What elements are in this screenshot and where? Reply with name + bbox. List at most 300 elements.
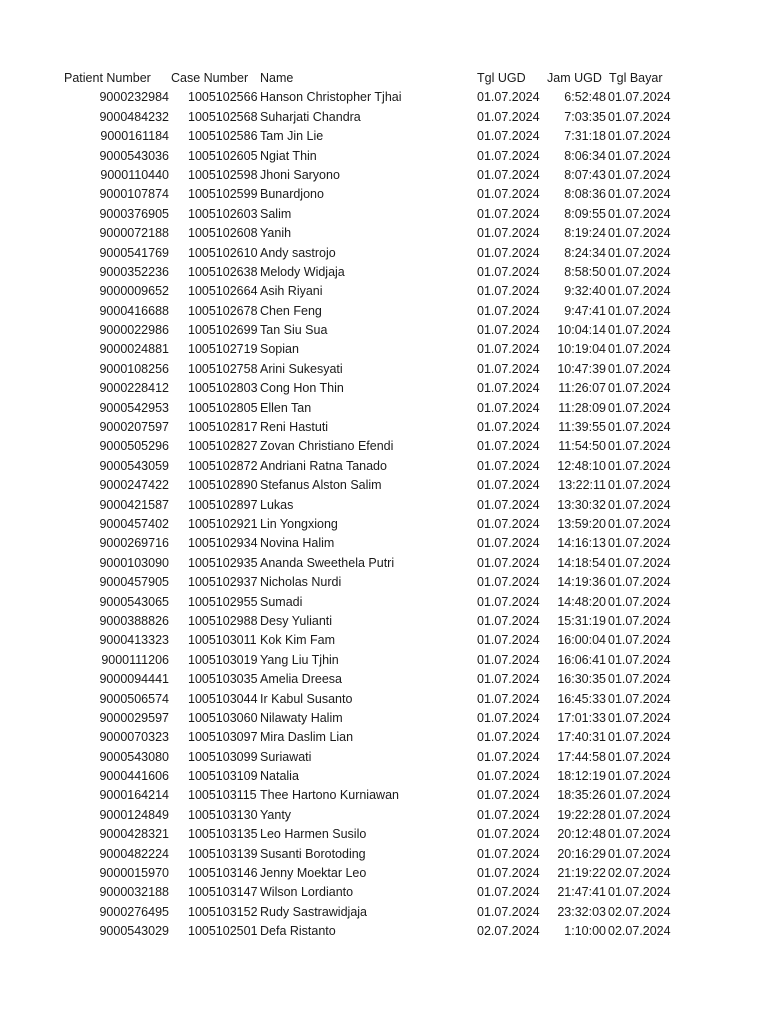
patient-number-cell: 9000506574 bbox=[99, 691, 169, 706]
case-number-cell: 1005102955 bbox=[188, 594, 258, 609]
patient-name-cell: Kok Kim Fam bbox=[260, 633, 336, 648]
tgl-ugd-cell: 01.07.2024 bbox=[477, 478, 540, 493]
patient-number-cell: 9000421587 bbox=[99, 497, 169, 512]
jam-ugd-cell: 10:04:14 bbox=[557, 323, 606, 338]
jam-ugd-cell: 7:31:18 bbox=[564, 129, 606, 144]
tgl-ugd-cell: 01.07.2024 bbox=[477, 167, 540, 182]
jam-ugd-cell: 16:00:04 bbox=[557, 633, 606, 648]
patient-number-cell: 9000457402 bbox=[99, 516, 169, 531]
table-row bbox=[0, 728, 768, 747]
patient-name-cell: Ananda Sweethela Putri bbox=[260, 555, 395, 570]
case-number-cell: 1005103115 bbox=[188, 788, 257, 803]
tgl-bayar-cell: 01.07.2024 bbox=[608, 575, 671, 590]
patient-name-cell: Stefanus Alston Salim bbox=[260, 478, 382, 493]
table-row bbox=[0, 670, 768, 689]
case-number-cell: 1005102610 bbox=[188, 245, 258, 260]
case-number-cell: 1005103135 bbox=[188, 827, 258, 842]
header-case-number: Case Number bbox=[171, 71, 249, 85]
patient-number-cell: 9000413323 bbox=[99, 633, 169, 648]
jam-ugd-cell: 15:31:19 bbox=[557, 613, 606, 628]
patient-number-cell: 9000388826 bbox=[99, 613, 169, 628]
patient-number-cell: 9000484232 bbox=[99, 109, 169, 124]
tgl-bayar-cell: 01.07.2024 bbox=[608, 788, 671, 803]
patient-number-cell: 9000247422 bbox=[99, 478, 169, 493]
patient-number-cell: 9000107874 bbox=[99, 187, 169, 202]
tgl-bayar-cell: 01.07.2024 bbox=[608, 846, 671, 861]
jam-ugd-cell: 10:19:04 bbox=[557, 342, 606, 357]
case-number-cell: 1005102988 bbox=[188, 613, 258, 628]
tgl-bayar-cell: 01.07.2024 bbox=[608, 342, 671, 357]
jam-ugd-cell: 8:08:36 bbox=[564, 187, 606, 202]
patient-name-cell: Ngiat Thin bbox=[260, 148, 317, 163]
tgl-ugd-cell: 01.07.2024 bbox=[477, 769, 540, 784]
tgl-bayar-cell: 01.07.2024 bbox=[608, 264, 671, 279]
patient-name-cell: Ir Kabul Susanto bbox=[260, 691, 353, 706]
case-number-cell: 1005103035 bbox=[188, 672, 258, 687]
tgl-bayar-cell: 01.07.2024 bbox=[608, 90, 671, 105]
table-row bbox=[0, 244, 768, 263]
tgl-bayar-cell: 02.07.2024 bbox=[608, 904, 671, 919]
table-row bbox=[0, 224, 768, 243]
case-number-cell: 1005102803 bbox=[188, 381, 258, 396]
table-row bbox=[0, 302, 768, 321]
jam-ugd-cell: 8:06:34 bbox=[564, 148, 606, 163]
jam-ugd-cell: 14:48:20 bbox=[557, 594, 606, 609]
tgl-bayar-cell: 01.07.2024 bbox=[608, 323, 671, 338]
tgl-bayar-cell: 01.07.2024 bbox=[608, 497, 671, 512]
table-row bbox=[0, 282, 768, 301]
patient-name-cell: Suharjati Chandra bbox=[260, 109, 361, 124]
jam-ugd-cell: 17:44:58 bbox=[557, 749, 606, 764]
patient-number-cell: 9000232984 bbox=[99, 90, 169, 105]
tgl-bayar-cell: 01.07.2024 bbox=[608, 633, 671, 648]
tgl-bayar-cell: 01.07.2024 bbox=[608, 284, 671, 299]
patient-number-cell: 9000022986 bbox=[99, 323, 169, 338]
tgl-bayar-cell: 01.07.2024 bbox=[608, 710, 671, 725]
header-tgl-bayar: Tgl Bayar bbox=[609, 71, 663, 85]
tgl-bayar-cell: 01.07.2024 bbox=[608, 769, 671, 784]
patient-table bbox=[0, 69, 768, 942]
jam-ugd-cell: 18:35:26 bbox=[557, 788, 606, 803]
table-row bbox=[0, 864, 768, 883]
table-row bbox=[0, 340, 768, 359]
jam-ugd-cell: 9:47:41 bbox=[564, 303, 606, 318]
case-number-cell: 1005103044 bbox=[188, 691, 258, 706]
tgl-ugd-cell: 01.07.2024 bbox=[477, 594, 540, 609]
tgl-ugd-cell: 01.07.2024 bbox=[477, 672, 540, 687]
case-number-cell: 1005102699 bbox=[188, 323, 258, 338]
patient-number-cell: 9000032188 bbox=[99, 885, 169, 900]
patient-number-cell: 9000124849 bbox=[99, 807, 169, 822]
patient-number-cell: 9000103090 bbox=[99, 555, 169, 570]
patient-name-cell: Asih Riyani bbox=[260, 284, 323, 299]
jam-ugd-cell: 6:52:48 bbox=[564, 90, 606, 105]
patient-number-cell: 9000029597 bbox=[99, 710, 169, 725]
tgl-bayar-cell: 01.07.2024 bbox=[608, 400, 671, 415]
patient-number-cell: 9000207597 bbox=[99, 420, 169, 435]
case-number-cell: 1005103060 bbox=[188, 710, 258, 725]
tgl-ugd-cell: 01.07.2024 bbox=[477, 400, 540, 415]
case-number-cell: 1005102827 bbox=[188, 439, 258, 454]
patient-name-cell: Wilson Lordianto bbox=[260, 885, 354, 900]
table-row bbox=[0, 767, 768, 786]
patient-number-cell: 9000009652 bbox=[99, 284, 169, 299]
tgl-ugd-cell: 01.07.2024 bbox=[477, 206, 540, 221]
jam-ugd-cell: 12:48:10 bbox=[557, 458, 606, 473]
tgl-ugd-cell: 01.07.2024 bbox=[477, 691, 540, 706]
tgl-ugd-cell: 01.07.2024 bbox=[477, 439, 540, 454]
patient-name-cell: Zovan Christiano Efendi bbox=[260, 439, 394, 454]
tgl-ugd-cell: 01.07.2024 bbox=[477, 284, 540, 299]
jam-ugd-cell: 16:30:35 bbox=[557, 672, 606, 687]
table-row bbox=[0, 321, 768, 340]
jam-ugd-cell: 13:30:32 bbox=[557, 497, 606, 512]
patient-number-cell: 9000276495 bbox=[99, 904, 169, 919]
table-row bbox=[0, 709, 768, 728]
patient-number-cell: 9000108256 bbox=[99, 361, 169, 376]
tgl-ugd-cell: 01.07.2024 bbox=[477, 420, 540, 435]
case-number-cell: 1005103109 bbox=[188, 769, 258, 784]
patient-number-cell: 9000428321 bbox=[99, 827, 169, 842]
patient-name-cell: Chen Feng bbox=[260, 303, 322, 318]
jam-ugd-cell: 21:19:22 bbox=[557, 866, 606, 881]
case-number-cell: 1005103099 bbox=[188, 749, 258, 764]
jam-ugd-cell: 11:28:09 bbox=[558, 400, 606, 415]
table-row bbox=[0, 379, 768, 398]
case-number-cell: 1005102599 bbox=[188, 187, 258, 202]
tgl-bayar-cell: 01.07.2024 bbox=[608, 129, 671, 144]
tgl-ugd-cell: 01.07.2024 bbox=[477, 516, 540, 531]
patient-number-cell: 9000228412 bbox=[99, 381, 169, 396]
patient-number-cell: 9000110440 bbox=[100, 167, 169, 182]
table-row bbox=[0, 883, 768, 902]
case-number-cell: 1005102586 bbox=[188, 129, 258, 144]
tgl-bayar-cell: 01.07.2024 bbox=[608, 167, 671, 182]
tgl-bayar-cell: 01.07.2024 bbox=[608, 109, 671, 124]
case-number-cell: 1005102897 bbox=[188, 497, 258, 512]
patient-number-cell: 9000543080 bbox=[99, 749, 169, 764]
tgl-bayar-cell: 01.07.2024 bbox=[608, 613, 671, 628]
tgl-ugd-cell: 01.07.2024 bbox=[477, 497, 540, 512]
patient-name-cell: Desy Yulianti bbox=[260, 613, 333, 628]
patient-name-cell: Suriawati bbox=[260, 749, 312, 764]
case-number-cell: 1005103097 bbox=[188, 730, 258, 745]
table-row bbox=[0, 147, 768, 166]
tgl-ugd-cell: 01.07.2024 bbox=[477, 613, 540, 628]
header-tgl-ugd: Tgl UGD bbox=[477, 71, 526, 85]
patient-name-cell: Tam Jin Lie bbox=[260, 129, 324, 144]
tgl-bayar-cell: 01.07.2024 bbox=[608, 691, 671, 706]
case-number-cell: 1005103019 bbox=[188, 652, 258, 667]
tgl-bayar-cell: 01.07.2024 bbox=[608, 245, 671, 260]
case-number-cell: 1005102566 bbox=[188, 90, 258, 105]
tgl-bayar-cell: 01.07.2024 bbox=[608, 730, 671, 745]
tgl-bayar-cell: 01.07.2024 bbox=[608, 807, 671, 822]
tgl-ugd-cell: 01.07.2024 bbox=[477, 90, 540, 105]
jam-ugd-cell: 8:19:24 bbox=[564, 226, 606, 241]
case-number-cell: 1005102934 bbox=[188, 536, 258, 551]
case-number-cell: 1005103152 bbox=[188, 904, 258, 919]
patient-name-cell: Susanti Borotoding bbox=[260, 846, 366, 861]
patient-number-cell: 9000482224 bbox=[99, 846, 169, 861]
tgl-bayar-cell: 01.07.2024 bbox=[608, 478, 671, 493]
tgl-ugd-cell: 01.07.2024 bbox=[477, 109, 540, 124]
table-header-row bbox=[0, 69, 768, 88]
patient-name-cell: Reni Hastuti bbox=[260, 420, 329, 435]
jam-ugd-cell: 8:07:43 bbox=[564, 167, 606, 182]
table-row bbox=[0, 806, 768, 825]
table-row bbox=[0, 457, 768, 476]
patient-name-cell: Lukas bbox=[260, 497, 294, 512]
patient-name-cell: Nicholas Nurdi bbox=[260, 575, 342, 590]
jam-ugd-cell: 20:12:48 bbox=[557, 827, 606, 842]
tgl-bayar-cell: 01.07.2024 bbox=[608, 885, 671, 900]
case-number-cell: 1005102890 bbox=[188, 478, 258, 493]
case-number-cell: 1005102817 bbox=[188, 420, 258, 435]
patient-name-cell: Yanih bbox=[260, 226, 292, 241]
patient-number-cell: 9000542953 bbox=[99, 400, 169, 415]
patient-number-cell: 9000072188 bbox=[99, 226, 169, 241]
tgl-ugd-cell: 01.07.2024 bbox=[477, 633, 540, 648]
table-row bbox=[0, 399, 768, 418]
case-number-cell: 1005102603 bbox=[188, 206, 258, 221]
tgl-bayar-cell: 02.07.2024 bbox=[608, 924, 671, 939]
jam-ugd-cell: 7:03:35 bbox=[564, 109, 606, 124]
patient-name-cell: Lin Yongxiong bbox=[260, 516, 338, 531]
case-number-cell: 1005102719 bbox=[188, 342, 258, 357]
table-row bbox=[0, 437, 768, 456]
jam-ugd-cell: 1:10:00 bbox=[564, 924, 606, 939]
patient-name-cell: Defa Ristanto bbox=[260, 924, 336, 939]
table-row bbox=[0, 263, 768, 282]
jam-ugd-cell: 23:32:03 bbox=[557, 904, 606, 919]
case-number-cell: 1005102937 bbox=[188, 575, 258, 590]
table-row bbox=[0, 108, 768, 127]
tgl-bayar-cell: 02.07.2024 bbox=[608, 866, 671, 881]
patient-name-cell: Mira Daslim Lian bbox=[260, 730, 354, 745]
tgl-bayar-cell: 01.07.2024 bbox=[608, 439, 671, 454]
header-name: Name bbox=[260, 71, 294, 85]
patient-number-cell: 9000543065 bbox=[99, 594, 169, 609]
patient-name-cell: Salim bbox=[260, 206, 292, 221]
patient-name-cell: Andriani Ratna Tanado bbox=[260, 458, 387, 473]
jam-ugd-cell: 10:47:39 bbox=[557, 361, 606, 376]
table-row bbox=[0, 690, 768, 709]
jam-ugd-cell: 8:24:34 bbox=[564, 245, 606, 260]
jam-ugd-cell: 13:22:11 bbox=[558, 478, 606, 493]
patient-name-cell: Bunardjono bbox=[260, 187, 324, 202]
table-row bbox=[0, 88, 768, 107]
tgl-ugd-cell: 01.07.2024 bbox=[477, 129, 540, 144]
table-row bbox=[0, 418, 768, 437]
patient-number-cell: 9000541769 bbox=[99, 245, 169, 260]
tgl-bayar-cell: 01.07.2024 bbox=[608, 827, 671, 842]
patient-name-cell: Yang Liu Tjhin bbox=[260, 652, 339, 667]
table-row bbox=[0, 127, 768, 146]
case-number-cell: 1005102638 bbox=[188, 264, 258, 279]
patient-name-cell: Amelia Dreesa bbox=[260, 672, 342, 687]
patient-name-cell: Natalia bbox=[260, 769, 299, 784]
tgl-ugd-cell: 01.07.2024 bbox=[477, 652, 540, 667]
tgl-bayar-cell: 01.07.2024 bbox=[608, 458, 671, 473]
case-number-cell: 1005103147 bbox=[188, 885, 258, 900]
patient-name-cell: Sumadi bbox=[260, 594, 303, 609]
case-number-cell: 1005102605 bbox=[188, 148, 258, 163]
table-row bbox=[0, 166, 768, 185]
patient-name-cell: Jenny Moektar Leo bbox=[260, 866, 367, 881]
table-row bbox=[0, 903, 768, 922]
patient-number-cell: 9000015970 bbox=[99, 866, 169, 881]
table-row bbox=[0, 612, 768, 631]
table-row bbox=[0, 476, 768, 495]
jam-ugd-cell: 8:58:50 bbox=[564, 264, 606, 279]
patient-name-cell: Hanson Christopher Tjhai bbox=[260, 90, 402, 105]
patient-number-cell: 9000352236 bbox=[99, 264, 169, 279]
tgl-ugd-cell: 01.07.2024 bbox=[477, 904, 540, 919]
table-row bbox=[0, 922, 768, 941]
patient-number-cell: 9000111206 bbox=[101, 652, 169, 667]
tgl-bayar-cell: 01.07.2024 bbox=[608, 420, 671, 435]
tgl-ugd-cell: 01.07.2024 bbox=[477, 730, 540, 745]
jam-ugd-cell: 16:06:41 bbox=[557, 652, 606, 667]
patient-name-cell: Cong Hon Thin bbox=[260, 381, 344, 396]
patient-number-cell: 9000543059 bbox=[99, 458, 169, 473]
case-number-cell: 1005102598 bbox=[188, 167, 258, 182]
table-body bbox=[0, 88, 768, 941]
patient-number-cell: 9000094441 bbox=[99, 672, 169, 687]
tgl-bayar-cell: 01.07.2024 bbox=[608, 516, 671, 531]
table-row bbox=[0, 651, 768, 670]
table-row bbox=[0, 534, 768, 553]
case-number-cell: 1005102608 bbox=[188, 226, 258, 241]
case-number-cell: 1005103011 bbox=[188, 633, 257, 648]
patient-name-cell: Sopian bbox=[260, 342, 299, 357]
table-row bbox=[0, 631, 768, 650]
tgl-ugd-cell: 01.07.2024 bbox=[477, 749, 540, 764]
table-row bbox=[0, 496, 768, 515]
case-number-cell: 1005103139 bbox=[188, 846, 258, 861]
tgl-bayar-cell: 01.07.2024 bbox=[608, 187, 671, 202]
header-patient-number: Patient Number bbox=[64, 71, 151, 85]
table-row bbox=[0, 786, 768, 805]
tgl-bayar-cell: 01.07.2024 bbox=[608, 536, 671, 551]
case-number-cell: 1005102664 bbox=[188, 284, 258, 299]
table-row bbox=[0, 554, 768, 573]
table-row bbox=[0, 205, 768, 224]
patient-name-cell: Nilawaty Halim bbox=[260, 710, 343, 725]
tgl-ugd-cell: 01.07.2024 bbox=[477, 264, 540, 279]
patient-number-cell: 9000024881 bbox=[99, 342, 169, 357]
patient-name-cell: Thee Hartono Kurniawan bbox=[260, 788, 399, 803]
patient-name-cell: Tan Siu Sua bbox=[260, 323, 328, 338]
tgl-bayar-cell: 01.07.2024 bbox=[608, 594, 671, 609]
table-row bbox=[0, 515, 768, 534]
table-row bbox=[0, 845, 768, 864]
tgl-bayar-cell: 01.07.2024 bbox=[608, 206, 671, 221]
jam-ugd-cell: 8:09:55 bbox=[564, 206, 606, 221]
case-number-cell: 1005102678 bbox=[188, 303, 258, 318]
case-number-cell: 1005102568 bbox=[188, 109, 258, 124]
case-number-cell: 1005103146 bbox=[188, 866, 258, 881]
tgl-ugd-cell: 01.07.2024 bbox=[477, 381, 540, 396]
patient-number-cell: 9000416688 bbox=[99, 303, 169, 318]
tgl-ugd-cell: 01.07.2024 bbox=[477, 303, 540, 318]
case-number-cell: 1005102758 bbox=[188, 361, 258, 376]
tgl-bayar-cell: 01.07.2024 bbox=[608, 672, 671, 687]
tgl-ugd-cell: 01.07.2024 bbox=[477, 323, 540, 338]
jam-ugd-cell: 18:12:19 bbox=[557, 769, 606, 784]
tgl-bayar-cell: 01.07.2024 bbox=[608, 381, 671, 396]
tgl-bayar-cell: 01.07.2024 bbox=[608, 652, 671, 667]
case-number-cell: 1005102501 bbox=[188, 924, 258, 939]
tgl-ugd-cell: 01.07.2024 bbox=[477, 866, 540, 881]
jam-ugd-cell: 14:19:36 bbox=[557, 575, 606, 590]
patient-number-cell: 9000070323 bbox=[99, 730, 169, 745]
tgl-ugd-cell: 01.07.2024 bbox=[477, 342, 540, 357]
patient-number-cell: 9000161184 bbox=[100, 129, 169, 144]
header-jam-ugd: Jam UGD bbox=[547, 71, 602, 85]
patient-name-cell: Yanty bbox=[260, 807, 292, 822]
patient-name-cell: Jhoni Saryono bbox=[260, 167, 340, 182]
tgl-ugd-cell: 01.07.2024 bbox=[477, 245, 540, 260]
table-row bbox=[0, 825, 768, 844]
case-number-cell: 1005102921 bbox=[188, 516, 258, 531]
patient-name-cell: Leo Harmen Susilo bbox=[260, 827, 367, 842]
table-row bbox=[0, 185, 768, 204]
jam-ugd-cell: 11:26:07 bbox=[558, 381, 606, 396]
patient-number-cell: 9000376905 bbox=[99, 206, 169, 221]
tgl-ugd-cell: 01.07.2024 bbox=[477, 827, 540, 842]
table-row bbox=[0, 573, 768, 592]
patient-name-cell: Andy sastrojo bbox=[260, 245, 336, 260]
case-number-cell: 1005102935 bbox=[188, 555, 258, 570]
patient-number-cell: 9000441606 bbox=[99, 769, 169, 784]
table-row bbox=[0, 593, 768, 612]
jam-ugd-cell: 19:22:28 bbox=[557, 807, 606, 822]
tgl-ugd-cell: 01.07.2024 bbox=[477, 555, 540, 570]
jam-ugd-cell: 9:32:40 bbox=[564, 284, 606, 299]
patient-number-cell: 9000505296 bbox=[99, 439, 169, 454]
tgl-bayar-cell: 01.07.2024 bbox=[608, 361, 671, 376]
patient-number-cell: 9000543029 bbox=[99, 924, 169, 939]
tgl-ugd-cell: 01.07.2024 bbox=[477, 187, 540, 202]
tgl-ugd-cell: 02.07.2024 bbox=[477, 924, 540, 939]
tgl-ugd-cell: 01.07.2024 bbox=[477, 536, 540, 551]
jam-ugd-cell: 13:59:20 bbox=[557, 516, 606, 531]
tgl-ugd-cell: 01.07.2024 bbox=[477, 885, 540, 900]
jam-ugd-cell: 20:16:29 bbox=[557, 846, 606, 861]
patient-number-cell: 9000269716 bbox=[99, 536, 169, 551]
tgl-ugd-cell: 01.07.2024 bbox=[477, 148, 540, 163]
tgl-ugd-cell: 01.07.2024 bbox=[477, 807, 540, 822]
jam-ugd-cell: 14:16:13 bbox=[557, 536, 606, 551]
tgl-ugd-cell: 01.07.2024 bbox=[477, 458, 540, 473]
patient-name-cell: Novina Halim bbox=[260, 536, 335, 551]
jam-ugd-cell: 11:54:50 bbox=[558, 439, 606, 454]
tgl-bayar-cell: 01.07.2024 bbox=[608, 555, 671, 570]
case-number-cell: 1005102872 bbox=[188, 458, 258, 473]
patient-name-cell: Rudy Sastrawidjaja bbox=[260, 904, 367, 919]
case-number-cell: 1005102805 bbox=[188, 400, 258, 415]
patient-name-cell: Ellen Tan bbox=[260, 400, 312, 415]
tgl-ugd-cell: 01.07.2024 bbox=[477, 361, 540, 376]
jam-ugd-cell: 11:39:55 bbox=[558, 420, 606, 435]
patient-name-cell: Melody Widjaja bbox=[260, 264, 345, 279]
tgl-bayar-cell: 01.07.2024 bbox=[608, 148, 671, 163]
patient-name-cell: Arini Sukesyati bbox=[260, 361, 343, 376]
jam-ugd-cell: 17:01:33 bbox=[557, 710, 606, 725]
table-row bbox=[0, 748, 768, 767]
